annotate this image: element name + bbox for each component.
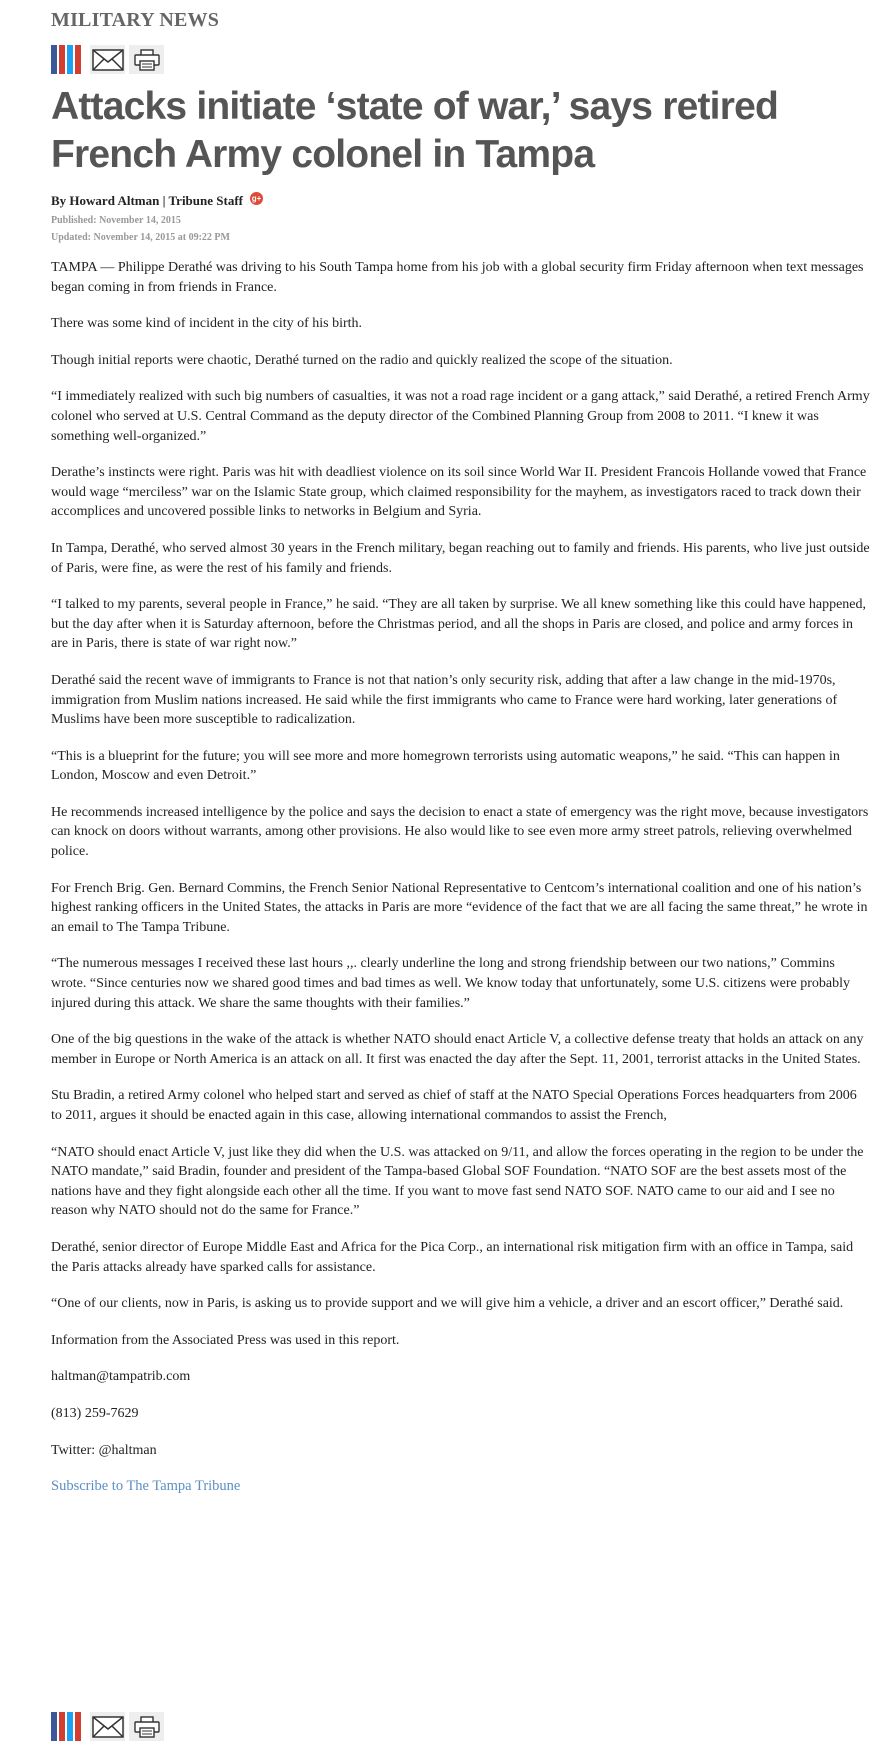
paragraph: Though initial reports were chaotic, Derathé turned on the radio and quickly realized the scope of the situation. xyxy=(51,352,673,368)
share-bar-3 xyxy=(67,1712,73,1741)
paragraph: Stu Bradin, a retired Army colonel who helped start and served as chief of staff at the NATO Special Operations Forces headquarters from 2006 to 2011, argues it should be enacted again in this case, allowing international commandos to assist the French, xyxy=(51,1088,857,1123)
byline xyxy=(51,193,263,209)
share-bar-1 xyxy=(51,45,57,74)
paragraph: In Tampa, Derathé, who served almost 30 years in the French military, began reaching out to family and friends. His parents, who live just outside of Paris, were fine, as were the rest of his family and friends. xyxy=(51,540,870,576)
paragraph: TAMPA — Philippe Derathé was driving to his South Tampa home from his job with a global security firm Friday afternoon when text messages began coming in from friends in France. xyxy=(51,260,864,295)
share-bar-4 xyxy=(75,1712,81,1741)
print-icon[interactable] xyxy=(129,45,164,74)
paragraph: For French Brig. Gen. Bernard Commins, the French Senior National Representative to Centcom’s international coalition and one of his nation’s highest ranking officers in the United States, the attacks in Paris are more “evidence of the fact that we are all facing the same threat,” he wrote in an email to The Tampa Tribune. xyxy=(51,880,868,935)
paragraph: “I immediately realized with such big numbers of casualties, it was not a road rage incident or a gang attack,” said Derathé, a retired French Army colonel who served at U.S. Central Command as the deputy director of the Combined Planning Group from 2008 to 2011. “I knew it was something well-organized.” xyxy=(51,389,870,444)
article-body xyxy=(51,258,871,1514)
paragraph: “One of our clients, now in Paris, is asking us to provide support and we will give him a vehicle, a driver and an escort officer,” Derathé said. xyxy=(51,1296,844,1312)
paragraph: “NATO should enact Article V, just like they did when the U.S. was attacked on 9/11, and allow the forces operating in the region to be under the NATO mandate,” said Bradin, founder and president of the Tampa-based Global SOF Foundation. “NATO SOF are the best assets most of the nations have and they fight alongside each other all the time. If you want to move fast send NATO SOF. NATO came to our aid and I see no reason why NATO should not do the same for France.” xyxy=(51,1144,864,1219)
author-twitter: Twitter: @haltman xyxy=(51,1442,157,1458)
email-icon[interactable] xyxy=(90,45,125,74)
paragraph: One of the big questions in the wake of the attack is whether NATO should enact Article V, a collective defense treaty that holds an attack on any member in Europe or North America is an attack on all. It first was enacted the day after the Sept. 11, 2001, terrorist attacks in the United States. xyxy=(51,1032,864,1067)
paragraph: “I talked to my parents, several people in France,” he said. “They are all taken by surprise. We all knew something like this could have happened, but the day after when it is Saturday afternoon, before the Christmas period, and all the shops in Paris are closed, and police and army forces in are in Paris, there is state of war right now.” xyxy=(51,597,867,652)
paragraph: “This is a blueprint for the future; you will see more and more homegrown terrorists using automatic weapons,” he said. “This can happen in London, Moscow and even Detroit.” xyxy=(51,748,840,784)
author-phone: (813) 259-7629 xyxy=(51,1405,139,1421)
paragraph: He recommends increased intelligence by the police and says the decision to enact a state of emergency was the right move, because investigators can knock on doors without warrants, among other provisions. He also would like to see even more army street patrols, relieving overwhelmed police. xyxy=(51,804,869,860)
email-icon[interactable] xyxy=(90,1712,125,1741)
paragraph: Derathe’s instincts were right. Paris was hit with deadliest violence on its soil since World War II. President Francois Hollande vowed that France would wage “merciless” war on the Islamic State group, which claimed responsibility for the mayhem, as investigators raced to track down their accomplices and uncovered possible links to networks in Belgium and Syria. xyxy=(51,465,867,520)
subscribe-row xyxy=(51,1477,871,1497)
share-toolbar-bottom xyxy=(51,1712,164,1741)
google-plus-icon[interactable]: g+ xyxy=(251,193,262,203)
print-icon[interactable] xyxy=(129,1712,164,1741)
byline-text: By Howard Altman | Tribune Staff xyxy=(51,193,243,208)
share-icon[interactable] xyxy=(51,1712,86,1741)
published-date: Published: November 14, 2015 xyxy=(51,215,181,226)
paragraph: Information from the Associated Press was used in this report. xyxy=(51,1332,400,1348)
paragraph: Derathé said the recent wave of immigrants to France is not that nation’s only security risk, adding that after a law change in the mid-1970s, immigration from Muslim nations increased. He said while the first immigrants who came to France were hard working, later generations of Muslims have been more susceptible to radicalization. xyxy=(51,672,838,728)
share-bar-3 xyxy=(67,45,73,74)
updated-date: Updated: November 14, 2015 at 09:22 PM xyxy=(51,232,230,243)
headline: Attacks initiate ‘state of war,’ says retired French Army colonel in Tampa xyxy=(51,85,778,176)
author-email: haltman@tampatrib.com xyxy=(51,1369,191,1385)
paragraph: Derathé, senior director of Europe Middle East and Africa for the Pica Corp., an international risk mitigation firm with an office in Tampa, said the Paris attacks already have sparked calls for assistance. xyxy=(51,1239,854,1275)
share-bar-4 xyxy=(75,45,81,74)
share-bar-2 xyxy=(59,1712,65,1741)
paragraph: There was some kind of incident in the city of his birth. xyxy=(51,316,363,332)
share-toolbar-top xyxy=(51,45,164,74)
subscribe-link[interactable]: Subscribe to The Tampa Tribune xyxy=(51,1478,241,1495)
share-bar-2 xyxy=(59,45,65,74)
share-bar-1 xyxy=(51,1712,57,1741)
paragraph: “The numerous messages I received these last hours ,,. clearly underline the long and strong friendship between our two nations,” Commins wrote. “Since centuries now we shared good times and bad times as well. We know today that unfortunately, some U.S. citizens were probably injured during this attack. We share the same thoughts with their families.” xyxy=(51,956,850,1011)
section-label: MILITARY NEWS xyxy=(51,9,220,31)
share-icon[interactable] xyxy=(51,45,86,74)
